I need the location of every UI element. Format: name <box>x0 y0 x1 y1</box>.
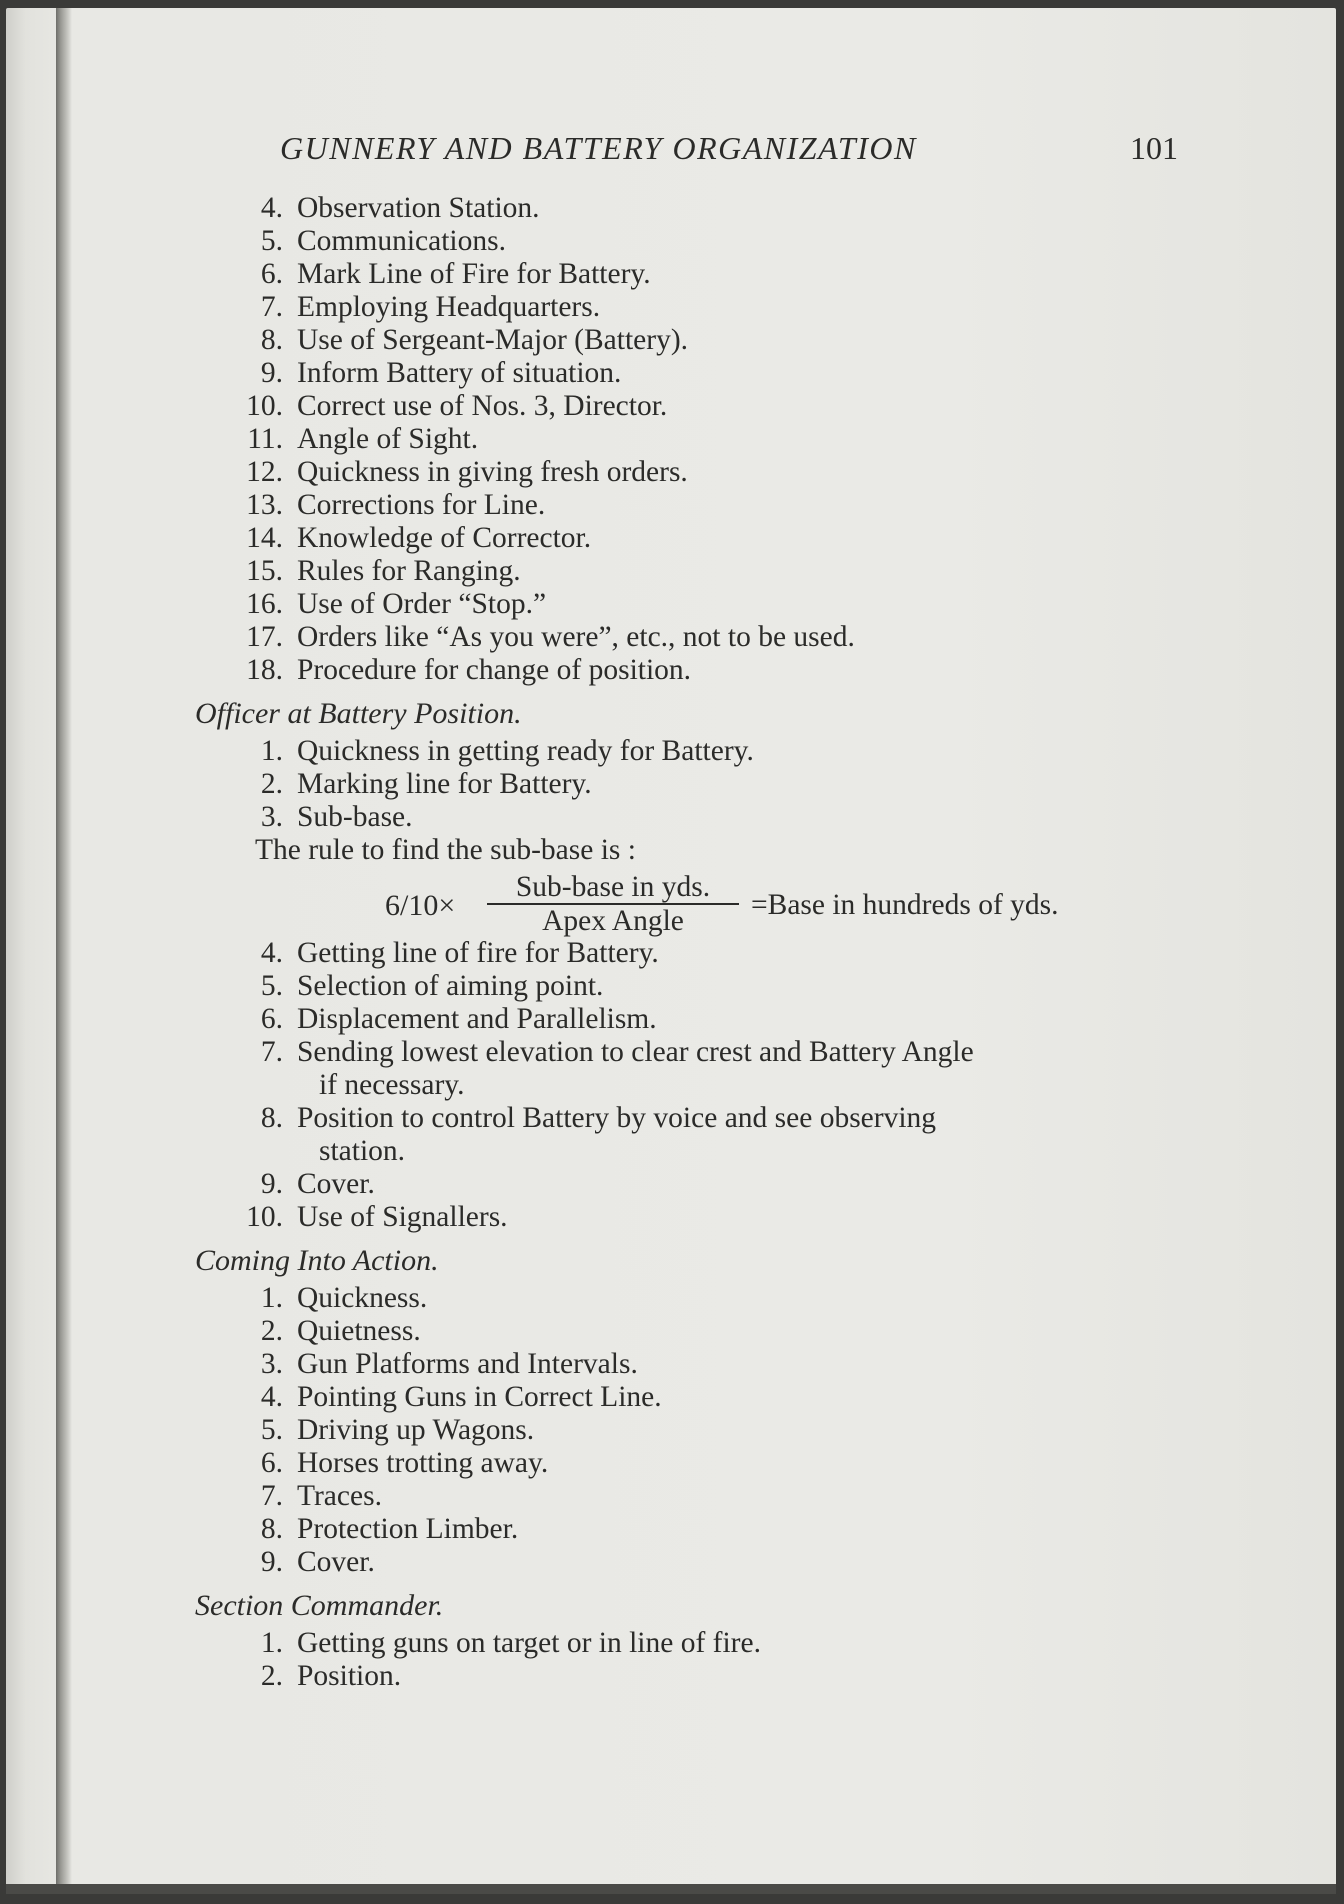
item-text: Horses trotting away. <box>297 1447 549 1479</box>
item-text: Selection of aiming point. <box>297 970 604 1002</box>
item-number: 4. <box>260 1381 283 1413</box>
item-text: Corrections for Line. <box>297 489 546 521</box>
item-number: 2. <box>260 1660 283 1692</box>
item-text: Knowledge of Corrector. <box>297 522 592 554</box>
page-content <box>195 192 1195 1693</box>
list-item <box>195 324 1195 357</box>
continued-list <box>195 192 1195 687</box>
section-commander-list <box>195 1627 1195 1693</box>
item-text: Sub-base. <box>297 801 413 833</box>
item-text: Driving up Wagons. <box>297 1414 535 1446</box>
item-text: Correct use of Nos. 3, Director. <box>297 390 668 422</box>
list-item <box>195 768 1195 801</box>
item-text: Use of Order “Stop.” <box>297 588 547 620</box>
list-item <box>195 1003 1195 1036</box>
running-head <box>280 130 1180 172</box>
item-text: Gun Platforms and Intervals. <box>297 1348 638 1380</box>
item-text: Use of Sergeant-Major (Battery). <box>297 324 689 356</box>
item-number: 17. <box>246 621 283 653</box>
item-number: 5. <box>260 970 283 1002</box>
item-number: 3. <box>260 801 283 833</box>
item-number: 4. <box>260 192 283 224</box>
list-item <box>195 522 1195 555</box>
section-title-coming-into-action: Coming Into Action. <box>195 1244 439 1277</box>
item-number: 14. <box>246 522 283 554</box>
item-text: Getting line of fire for Battery. <box>297 937 659 969</box>
formula-result: =Base in hundreds of yds. <box>751 889 1059 921</box>
list-item <box>195 1168 1195 1201</box>
item-number: 5. <box>260 225 283 257</box>
list-item <box>195 1414 1195 1447</box>
list-item <box>195 1513 1195 1546</box>
list-item <box>195 258 1195 291</box>
page-bottom-edge <box>6 1884 1336 1894</box>
formula-denominator: Apex Angle <box>542 905 684 937</box>
item-number: 8. <box>260 324 283 356</box>
list-item <box>195 1660 1195 1693</box>
item-number: 10. <box>246 1201 283 1233</box>
item-text: Cover. <box>297 1168 375 1200</box>
item-text: Quickness in giving fresh orders. <box>297 456 688 488</box>
item-text: Cover. <box>297 1546 375 1578</box>
item-number: 8. <box>260 1513 283 1545</box>
item-number: 12. <box>246 456 283 488</box>
item-text: Orders like “As you were”, etc., not to be used. <box>297 621 855 653</box>
formula-numerator: Sub-base in yds. <box>487 871 739 905</box>
list-item <box>195 225 1195 258</box>
item-number: 4. <box>260 937 283 969</box>
item-number: 6. <box>260 1447 283 1479</box>
section-title-officer: Officer at Battery Position. <box>195 697 522 730</box>
list-item <box>195 1546 1195 1579</box>
sub-base-formula <box>195 871 1195 935</box>
item-text-continued: station. <box>319 1135 406 1167</box>
list-item <box>195 1036 1195 1102</box>
running-head-title: GUNNERY AND BATTERY ORGANIZATION <box>280 130 917 166</box>
item-text: Employing Headquarters. <box>297 291 601 323</box>
item-text: Quietness. <box>297 1315 421 1347</box>
list-item <box>195 801 1195 834</box>
item-text: Marking line for Battery. <box>297 768 592 800</box>
item-number: 10. <box>246 390 283 422</box>
book-spine <box>56 8 72 1892</box>
list-item <box>195 489 1195 522</box>
list-item <box>195 390 1195 423</box>
item-number: 5. <box>260 1414 283 1446</box>
list-item <box>195 1627 1195 1660</box>
list-item <box>195 1447 1195 1480</box>
list-item <box>195 192 1195 225</box>
item-number: 9. <box>260 1546 283 1578</box>
item-number: 18. <box>246 654 283 686</box>
item-text: Position. <box>297 1660 402 1692</box>
item-text: Protection Limber. <box>297 1513 519 1545</box>
list-item <box>195 423 1195 456</box>
item-text: Mark Line of Fire for Battery. <box>297 258 651 290</box>
list-item <box>195 735 1195 768</box>
list-item <box>195 291 1195 324</box>
item-text: Quickness in getting ready for Battery. <box>297 735 754 767</box>
item-text: Displacement and Parallelism. <box>297 1003 657 1035</box>
list-item <box>195 1102 1195 1168</box>
item-text: Quickness. <box>297 1282 428 1314</box>
item-number: 15. <box>246 555 283 587</box>
item-text: Sending lowest elevation to clear crest and Battery Angle <box>297 1036 974 1068</box>
item-number: 1. <box>260 1282 283 1314</box>
item-text: Observation Station. <box>297 192 540 224</box>
list-item <box>195 1282 1195 1315</box>
item-number: 2. <box>260 768 283 800</box>
item-number: 9. <box>260 357 283 389</box>
page-number: 101 <box>1130 130 1178 166</box>
list-item <box>195 555 1195 588</box>
item-text: Use of Signallers. <box>297 1201 508 1233</box>
list-item <box>195 1381 1195 1414</box>
item-number: 8. <box>260 1102 283 1134</box>
item-text: Procedure for change of position. <box>297 654 692 686</box>
item-number: 6. <box>260 258 283 290</box>
rule-text: The rule to find the sub-base is : <box>255 834 636 866</box>
list-item <box>195 456 1195 489</box>
item-number: 2. <box>260 1315 283 1347</box>
item-text: Pointing Guns in Correct Line. <box>297 1381 662 1413</box>
item-number: 3. <box>260 1348 283 1380</box>
item-text: Inform Battery of situation. <box>297 357 622 389</box>
item-number: 7. <box>260 1036 283 1068</box>
item-number: 1. <box>260 1627 283 1659</box>
list-item <box>195 1201 1195 1234</box>
list-item <box>195 1348 1195 1381</box>
item-number: 11. <box>247 423 283 455</box>
item-text: Angle of Sight. <box>297 423 479 455</box>
list-item <box>195 1315 1195 1348</box>
item-text: Communications. <box>297 225 506 257</box>
list-item <box>195 588 1195 621</box>
list-item <box>195 970 1195 1003</box>
list-item <box>195 357 1195 390</box>
list-item <box>195 654 1195 687</box>
coming-into-action-list <box>195 1282 1195 1579</box>
list-item <box>195 621 1195 654</box>
item-number: 7. <box>260 1480 283 1512</box>
officer-list <box>195 735 1195 1234</box>
formula-fraction <box>487 871 739 937</box>
item-number: 7. <box>260 291 283 323</box>
section-title-section-commander: Section Commander. <box>195 1589 444 1622</box>
item-number: 13. <box>246 489 283 521</box>
list-item <box>195 937 1195 970</box>
formula-multiplier: 6/10× <box>385 889 456 922</box>
item-text: Rules for Ranging. <box>297 555 521 587</box>
item-number: 1. <box>260 735 283 767</box>
item-text: Traces. <box>297 1480 382 1512</box>
item-number: 6. <box>260 1003 283 1035</box>
item-text-continued: if necessary. <box>319 1069 465 1101</box>
item-text: Getting guns on target or in line of fire. <box>297 1627 761 1659</box>
item-number: 9. <box>260 1168 283 1200</box>
item-text: Position to control Battery by voice and see observing <box>297 1102 937 1134</box>
item-number: 16. <box>246 588 283 620</box>
list-item <box>195 1480 1195 1513</box>
